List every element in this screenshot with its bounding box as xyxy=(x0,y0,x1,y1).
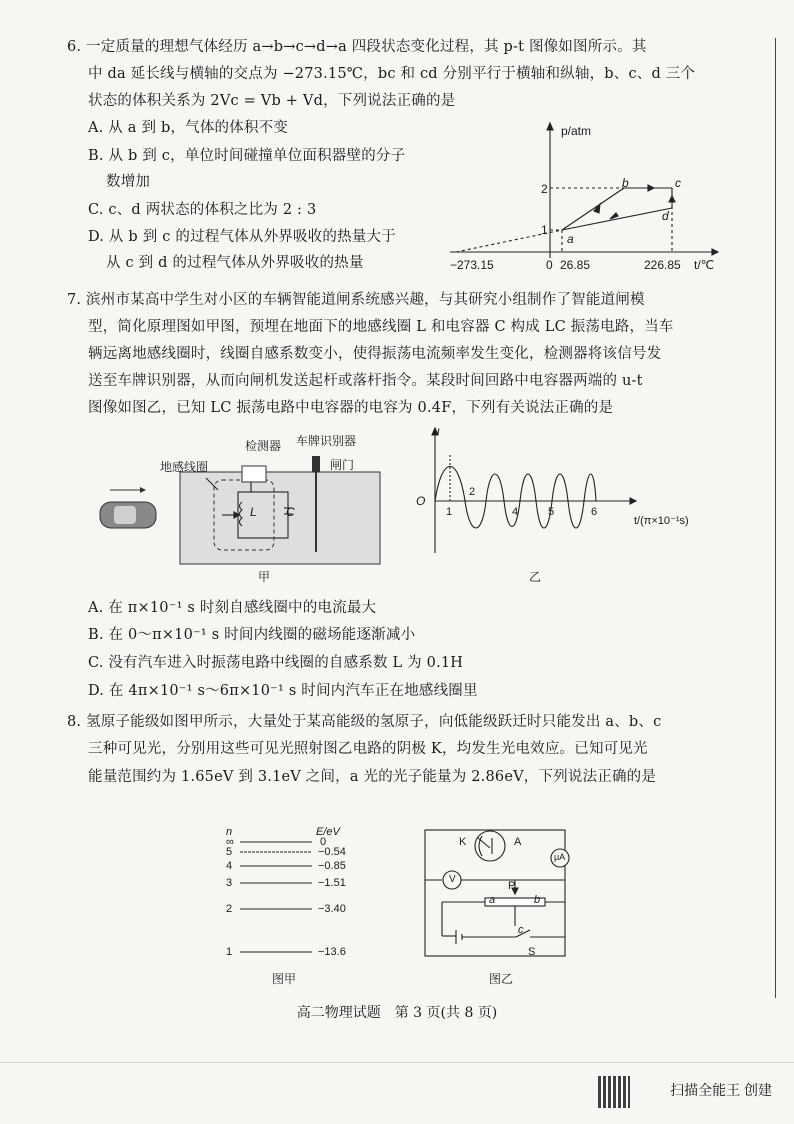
q7-option-c: C. 没有汽车进入时振荡电路中线圈的自感系数 L 为 0.1H xyxy=(88,655,464,671)
q7-tick-2: 2 xyxy=(469,486,476,498)
q8-label-P: P xyxy=(508,880,516,892)
q8-voltmeter: V xyxy=(449,874,456,885)
q6-option-d-cont: 从 c 到 d 的过程气体从外界吸收的热量 xyxy=(106,255,364,271)
q8-fig-jia-caption: 图甲 xyxy=(272,972,297,986)
q6-xlabel: t/℃ xyxy=(694,258,715,272)
q6-line1: 6. 一定质量的理想气体经历 a→b→c→d→a 四段状态变化过程，其 p-t 图像如图所示。其 xyxy=(67,39,647,55)
q8-level-E-4: −0.85 xyxy=(318,860,346,872)
q8-microammeter: μA xyxy=(554,852,566,862)
q6-xtick-2: 226.85 xyxy=(644,258,681,272)
q6-option-d: D. 从 b 到 c 的过程气体从外界吸收的热量大于 xyxy=(88,229,396,245)
q8-level-lines xyxy=(236,836,316,956)
q7-option-a: A. 在 π×10⁻¹ s 时刻自感线圈中的电流最大 xyxy=(88,600,377,616)
q7-tick-4: 4 xyxy=(512,506,519,518)
q6-ytick-1: 1 xyxy=(541,223,548,237)
q7-plate-reader-label: 车牌识别器 xyxy=(296,434,357,448)
q8-level-E-1: −13.6 xyxy=(318,946,346,958)
q6-point-b: b xyxy=(622,176,629,190)
q7-option-d: D. 在 4π×10⁻¹ s～6π×10⁻¹ s 时间内汽车正在地感线圈里 xyxy=(88,683,478,699)
q8-label-K: K xyxy=(459,836,467,848)
q7-gate-label: 闸门 xyxy=(330,458,355,472)
q8-fig-yi-caption: 图乙 xyxy=(489,972,514,986)
q6-xtick-1: 26.85 xyxy=(560,258,591,272)
q8-level-n-inf: ∞ xyxy=(226,836,234,848)
q8-level-E-3: −1.51 xyxy=(318,877,346,889)
q8-level-n-5: 5 xyxy=(226,846,233,858)
binding-line xyxy=(775,38,776,998)
q7-L-label: L xyxy=(250,505,257,519)
q8-label-S: S xyxy=(528,946,536,958)
q7-tick-6: 6 xyxy=(591,506,598,518)
q7-fig-jia xyxy=(96,430,386,580)
q7-C-label: C xyxy=(286,505,295,519)
scanner-watermark: 扫描全能王 创建 xyxy=(670,1082,772,1098)
q8-label-A: A xyxy=(514,836,522,848)
q6-option-b: B. 从 b 到 c，单位时间碰撞单位面积器壁的分子 xyxy=(88,148,406,164)
q8-level-n-1: 1 xyxy=(226,946,233,958)
q7-fig-jia-caption: 甲 xyxy=(258,570,271,584)
q8-E-header: E/eV xyxy=(316,826,340,838)
q8-label-a: a xyxy=(489,894,496,906)
q8-label-b: b xyxy=(534,894,541,906)
q6-pt-graph xyxy=(450,120,720,270)
qr-code-icon xyxy=(598,1076,630,1108)
q8-level-n-4: 4 xyxy=(226,860,233,872)
q7-u-label: u xyxy=(433,424,440,438)
q7-origin-label: O xyxy=(416,494,426,508)
q8-line2: 三种可见光，分别用这些可见光照射图乙电路的阴极 K，均发生光电效应。已知可见光 xyxy=(88,741,648,757)
q6-option-a: A. 从 a 到 b，气体的体积不变 xyxy=(88,120,289,136)
q6-option-c: C. c、d 两状态的体积之比为 2 : 3 xyxy=(88,202,317,218)
q6-point-a: a xyxy=(567,232,574,246)
q8-n-header: n xyxy=(226,826,233,838)
q7-tick-5: 5 xyxy=(548,506,555,518)
q8-level-n-3: 3 xyxy=(226,877,233,889)
q7-fig-yi-caption: 乙 xyxy=(529,570,542,584)
q8-line1: 8. 氢原子能级如图甲所示，大量处于某高能级的氢原子，向低能级跃迁时只能发出 a、b、c xyxy=(67,714,662,730)
q7-line1: 7. 滨州市某高中学生对小区的车辆智能道闸系统感兴趣，与其研究小组制作了智能道闸模 xyxy=(67,292,645,308)
q7-t-label: t/(π×10⁻¹s) xyxy=(634,515,689,527)
q7-line3: 辆远离地感线圈时，线圈自感系数变小，使得振荡电流频率发生变化，检测器将该信号发 xyxy=(88,346,662,362)
footer-divider xyxy=(0,1062,794,1063)
page-footer: 高二物理试题 第 3 页(共 8 页) xyxy=(296,1005,498,1021)
q6-origin: 0 xyxy=(546,258,553,272)
q6-ylabel: p/atm xyxy=(561,124,592,138)
q7-line4: 送至车牌识别器，从而向闸机发送起杆或落杆指令。某段时间回路中电容器两端的 u-t xyxy=(88,373,643,389)
q8-label-c: c xyxy=(518,924,524,936)
q6-ytick-2: 2 xyxy=(541,182,548,196)
q8-level-E-5: −0.54 xyxy=(318,846,346,858)
q6-line3: 状态的体积关系为 2Vc = Vb + Vd，下列说法正确的是 xyxy=(88,93,456,109)
q8-circuit xyxy=(420,826,580,966)
q8-level-E-2: −3.40 xyxy=(318,903,346,915)
q7-line5: 图像如图乙，已知 LC 振荡电路中电容器的电容为 0.4F，下列有关说法正确的是 xyxy=(88,400,614,416)
q7-option-b: B. 在 0～π×10⁻¹ s 时间内线圈的磁场能逐渐减小 xyxy=(88,627,416,643)
q6-option-b-cont: 数增加 xyxy=(106,174,151,190)
q7-tick-1: 1 xyxy=(446,506,453,518)
q6-line2: 中 da 延长线与横轴的交点为 −273.15℃，bc 和 cd 分别平行于横轴和纵轴，b、c、d 三个 xyxy=(88,66,696,82)
q6-point-c: c xyxy=(675,176,681,190)
q7-line2: 型，简化原理图如甲图，预埋在地面下的地感线圈 L 和电容器 C 构成 LC 振荡电路，当车 xyxy=(88,319,674,335)
q6-xtick-neg: −273.15 xyxy=(450,258,494,272)
q6-point-d: d xyxy=(662,209,669,223)
q7-detector-label: 检测器 xyxy=(245,439,282,453)
q7-fig-yi xyxy=(420,425,650,555)
q8-level-n-2: 2 xyxy=(226,903,233,915)
q7-coil-label: 地感线圈 xyxy=(160,460,209,474)
car-icon xyxy=(100,502,156,528)
q8-line3: 能量范围约为 1.65eV 到 3.1eV 之间，a 光的光子能量为 2.86eV，下列说法正确的是 xyxy=(88,769,657,785)
q8-level-E-inf: 0 xyxy=(320,836,327,848)
